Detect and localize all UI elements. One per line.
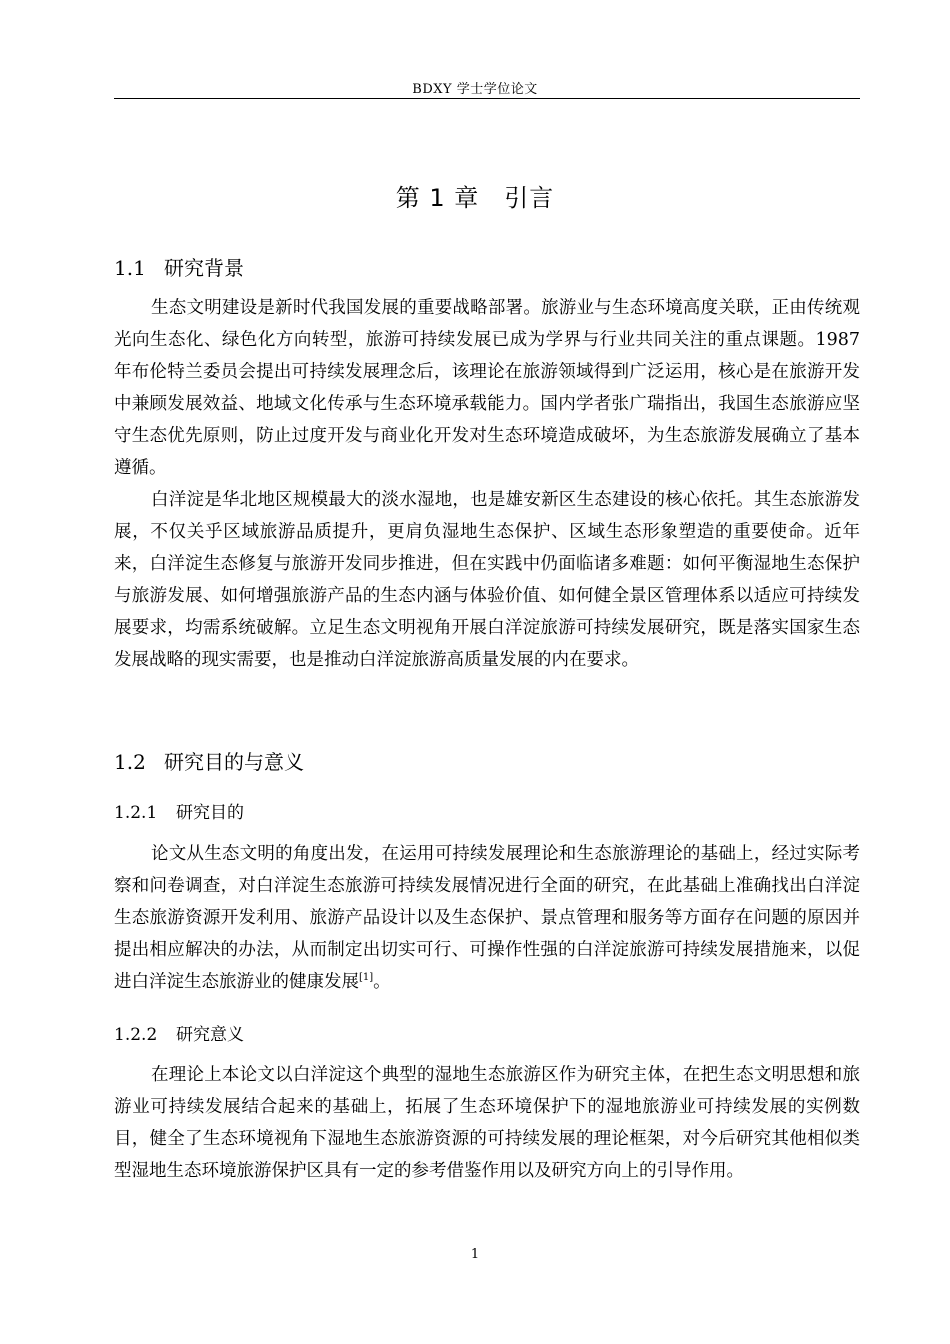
subsection-heading-1-2-2	[114, 1020, 244, 1045]
paragraph-background-2: 白洋淀是华北地区规模最大的淡水湿地，也是雄安新区生态建设的核心依托。其生态旅游发展，不仅关乎区域旅游品质提升，更肩负湿地生态保护、区域生态形象塑造的重要使命。近年来，白洋淀生态修复与旅游开发同步推进，但在实践中仍面临诸多难题：如何平衡湿地生态保护与旅游发展、如何增强旅游产品的生态内涵与体验价值、如何健全景区管理体系以适应可持续发展要求，均需系统破解。立足生态文明视角开展白洋淀旅游可持续发展研究，既是落实国家生态发展战略的现实需要，也是推动白洋淀旅游高质量发展的内在要求。	[114, 490, 860, 670]
section-number: 1.2	[114, 750, 146, 774]
paragraph-purpose-text: 论文从生态文明的角度出发，在运用可持续发展理论和生态旅游理论的基础上，经过实际考察和问卷调查，对白洋淀生态旅游可持续发展情况进行全面的研究，在此基础上准确找出白洋淀生态旅游资源开发利用、旅游产品设计以及生态保护、景点管理和服务等方面存在问题的原因并提出相应解决的办法，从而制定出切实可行、可操作性强的白洋淀旅游可持续发展措施来，以促进白洋淀生态旅游业的健康发展	[114, 844, 860, 992]
subsection-number: 1.2.1	[114, 803, 158, 823]
subsection-number: 1.2.2	[114, 1025, 158, 1045]
section-number: 1.1	[114, 256, 146, 280]
chapter-title: 第 1 章 引言	[395, 184, 555, 212]
header-rule	[114, 98, 860, 99]
paragraph-purpose	[114, 838, 860, 998]
paragraph-end-punct: 。	[373, 972, 391, 992]
subsection-title: 研究意义	[176, 1025, 244, 1045]
subsection-heading-1-2-1	[114, 798, 244, 823]
section-title: 研究背景	[164, 256, 244, 280]
citation-reference: [1]	[359, 972, 374, 983]
section-title: 研究目的与意义	[164, 750, 304, 774]
running-header: BDXY 学士学位论文	[412, 82, 538, 97]
section-heading-1-1	[114, 252, 244, 281]
paragraph-significance: 在理论上本论文以白洋淀这个典型的湿地生态旅游区作为研究主体，在把生态文明思想和旅游业可持续发展结合起来的基础上，拓展了生态环境保护下的湿地旅游业可持续发展的实例数目，健全了生态环境视角下湿地生态旅游资源的可持续发展的理论框架，对今后研究其他相似类型湿地生态环境旅游保护区具有一定的参考借鉴作用以及研究方向上的引导作用。	[114, 1065, 860, 1181]
section-heading-1-2	[114, 746, 304, 775]
page-number: 1	[470, 1247, 480, 1262]
paragraph-background-1: 生态文明建设是新时代我国发展的重要战略部署。旅游业与生态环境高度关联，正由传统观光向生态化、绿色化方向转型，旅游可持续发展已成为学界与行业共同关注的重点课题。1987 年布伦特兰委员会提出可持续发展理念后，该理论在旅游领域得到广泛运用，核心是在旅游开发中兼顾发展效益、地域文化传承与生态环境承载能力。国内学者张广瑞指出，我国生态旅游应坚守生态优先原则，防止过度开发与商业化开发对生态环境造成破坏，为生态旅游发展确立了基本遵循。	[114, 298, 860, 478]
subsection-title: 研究目的	[176, 803, 244, 823]
